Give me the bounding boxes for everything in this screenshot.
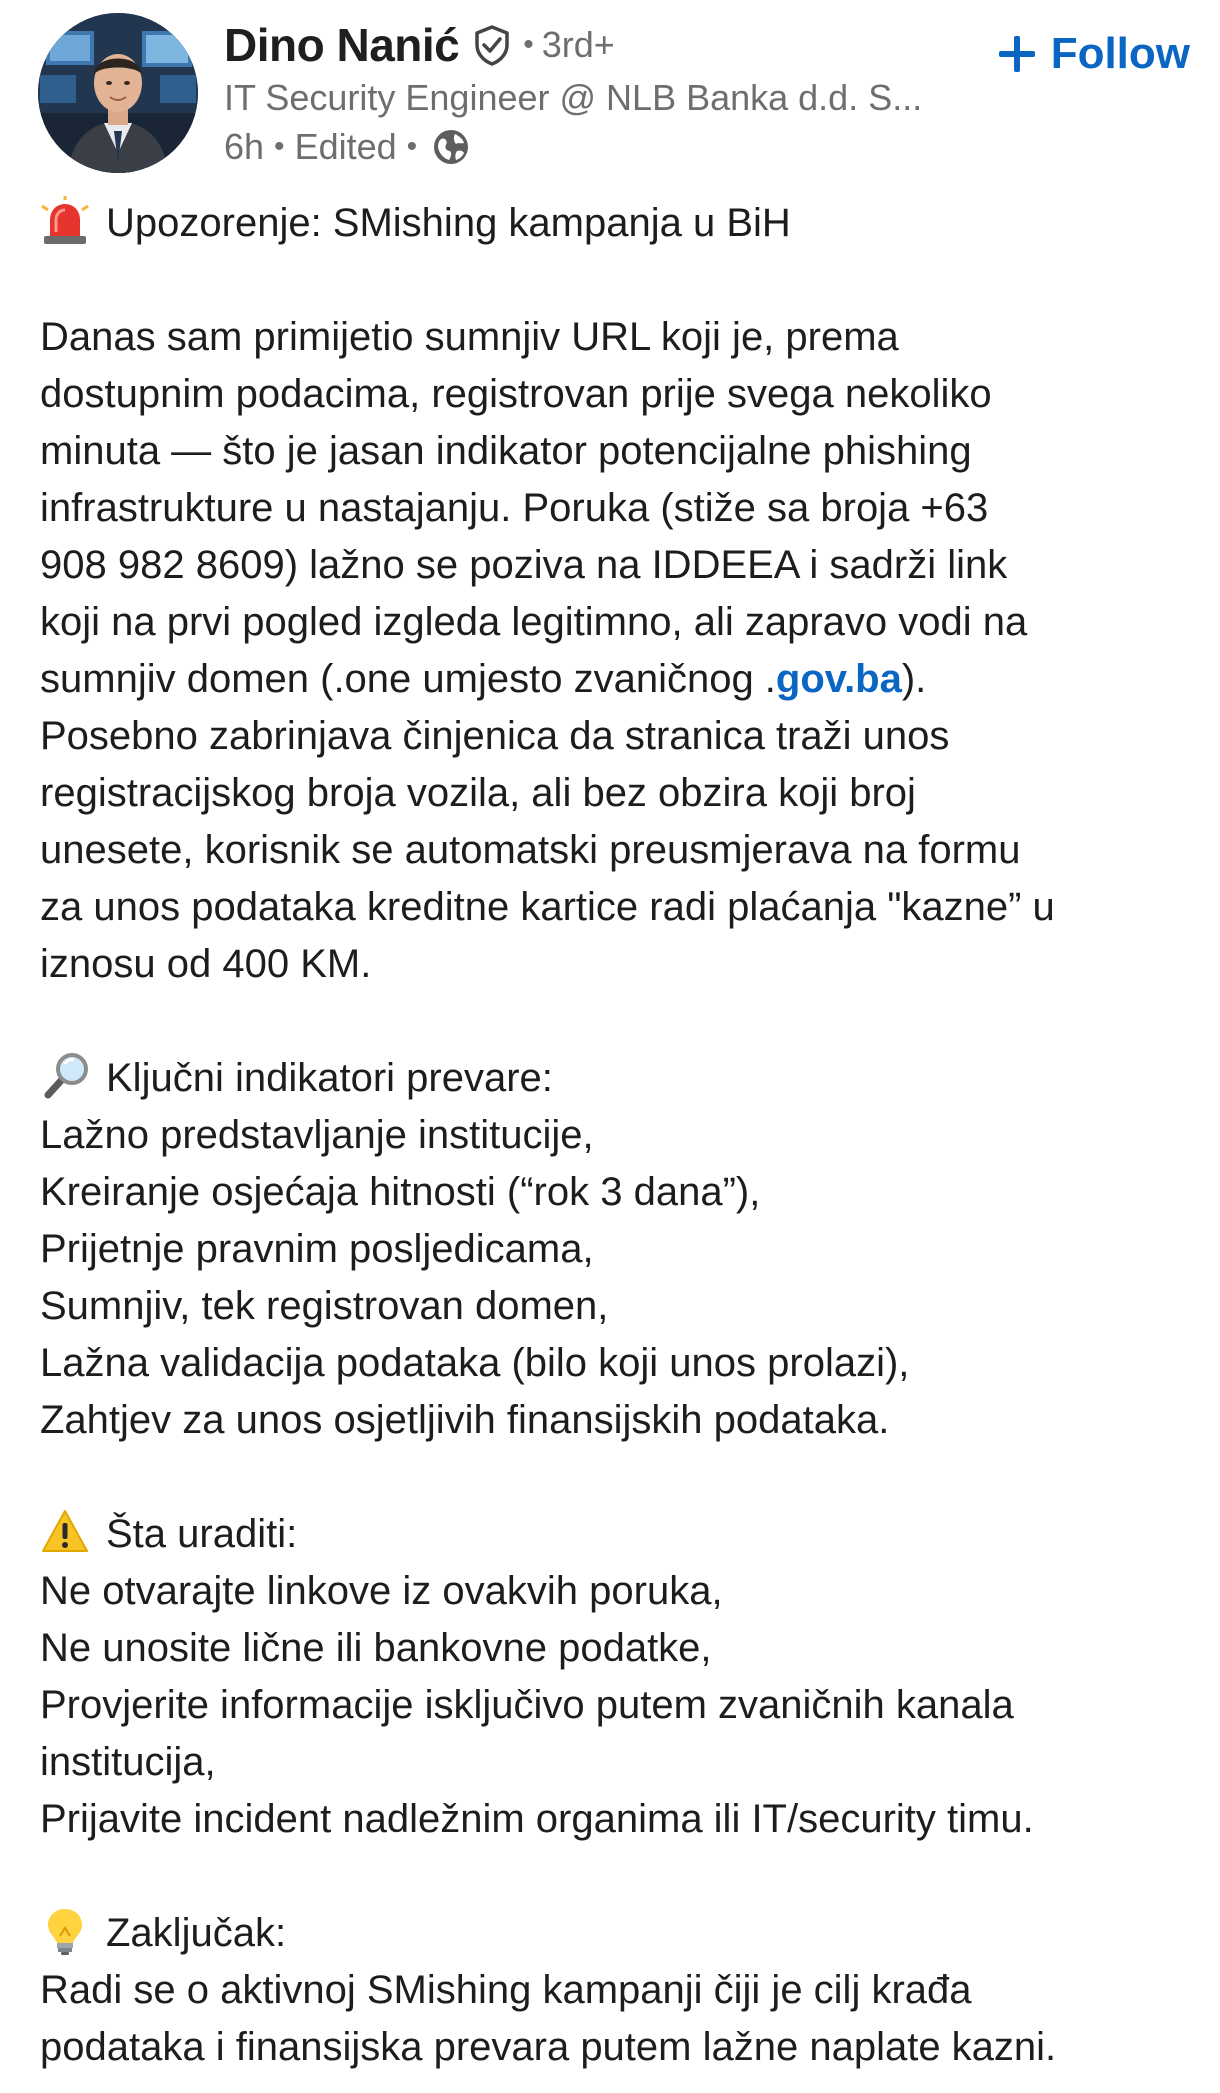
list-item: Provjerite informacije isključivo putem zvaničnih kanala: [40, 1683, 1014, 1727]
text-line: infrastrukture u nastajanju. Poruka (stiže sa broja +63: [40, 486, 989, 530]
separator-dot: •: [523, 28, 534, 61]
list-item: Ne unosite lične ili bankovne podatke,: [40, 1626, 712, 1670]
post-title: Upozorenje: SMishing kampanja u BiH: [106, 201, 791, 245]
verified-shield-icon: [471, 24, 513, 66]
text-line: registracijskog broja vozila, ali bez obzira koji broj: [40, 771, 916, 815]
conclusion-heading: Zaključak:: [106, 1911, 287, 1955]
text-line: Posebno zabrinjava činjenica da stranica traži unos: [40, 714, 950, 758]
list-item: Prijavite incident nadležnim organima ili IT/security timu.: [40, 1797, 1034, 1841]
actions-heading: Šta uraditi:: [106, 1512, 298, 1556]
author-name[interactable]: Dino Nanić: [224, 19, 460, 71]
follow-button[interactable]: [989, 22, 1196, 86]
paragraph-gap: [40, 993, 1200, 1050]
list-item: Lažno predstavljanje institucije,: [40, 1113, 594, 1157]
gov-ba-link[interactable]: gov.ba: [775, 657, 902, 701]
list-item: Zahtjev za unos osjetljivih finansijskih podataka.: [40, 1398, 890, 1442]
text-line: za unos podataka kreditne kartice radi plaćanja "kazne” u: [40, 885, 1055, 929]
post-time: 6h: [224, 126, 265, 167]
list-item: Sumnjiv, tek registrovan domen,: [40, 1284, 609, 1328]
text-line: podataka i finansijska prevara putem lažne naplate kazni.: [40, 2025, 1057, 2069]
rotating-light-emoji: [40, 196, 90, 246]
edited-label: Edited: [294, 126, 397, 167]
post-header: [0, 0, 1220, 190]
paragraph-gap: [40, 1848, 1200, 1905]
indicators-heading: Ključni indikatori prevare:: [106, 1056, 553, 1100]
follow-label: Follow: [1050, 29, 1190, 78]
globe-icon: [431, 127, 471, 167]
text-line: 908 982 8609) lažno se poziva na IDDEEA i sadrži link: [40, 543, 1008, 587]
list-item: Prijetnje pravnim posljedicama,: [40, 1227, 594, 1271]
section-heading-line: [40, 1050, 1200, 1107]
plus-icon: [995, 32, 1039, 76]
text-line: iznosu od 400 KM.: [40, 942, 372, 986]
post-body: [40, 195, 1200, 2076]
section-heading-line: [40, 1506, 1200, 1563]
text-line: koji na prvi pogled izgleda legitimno, ali zapravo vodi na: [40, 600, 1028, 644]
warning-emoji: [40, 1507, 90, 1557]
list-item: institucija,: [40, 1740, 216, 1784]
magnifying-glass-emoji: [40, 1051, 90, 1101]
list-item: Ne otvarajte linkove iz ovakvih poruka,: [40, 1569, 723, 1613]
post-meta: [224, 122, 471, 172]
section-heading-line: [40, 1905, 1200, 1962]
actions-section: [40, 1506, 1200, 1848]
conclusion-section: [40, 1905, 1200, 2076]
intro-paragraph: [40, 309, 1200, 993]
text-line: Radi se o aktivnoj SMishing kampanji čiji je cilj krađa: [40, 1968, 972, 2012]
text-line: minuta — što je jasan indikator potencijalne phishing: [40, 429, 972, 473]
paragraph-gap: [40, 1449, 1200, 1506]
author-avatar[interactable]: [38, 13, 198, 173]
paragraph-gap: [40, 252, 1200, 309]
separator-dot: •: [274, 130, 285, 163]
list-item: Kreiranje osjećaja hitnosti (“rok 3 dana”),: [40, 1170, 761, 1214]
separator-dot: •: [406, 130, 418, 163]
text-fragment: sumnjiv domen (.one umjesto zvaničnog .: [40, 657, 776, 701]
text-fragment: ).: [901, 657, 927, 701]
list-item: Lažna validacija podataka (bilo koji unos prolazi),: [40, 1341, 910, 1385]
light-bulb-emoji: [40, 1906, 90, 1956]
author-name-row: [224, 14, 615, 76]
indicators-section: [40, 1050, 1200, 1449]
connection-degree: 3rd+: [541, 24, 615, 65]
text-line-with-link: [40, 651, 1200, 708]
post-title-line: [40, 195, 1200, 252]
text-line: unesete, korisnik se automatski preusmjerava na formu: [40, 828, 1021, 872]
text-line: Danas sam primijetio sumnjiv URL koji je, prema: [40, 315, 899, 359]
author-headline: IT Security Engineer @ NLB Banka d.d. S...: [224, 77, 923, 118]
text-line: dostupnim podacima, registrovan prije svega nekoliko: [40, 372, 992, 416]
